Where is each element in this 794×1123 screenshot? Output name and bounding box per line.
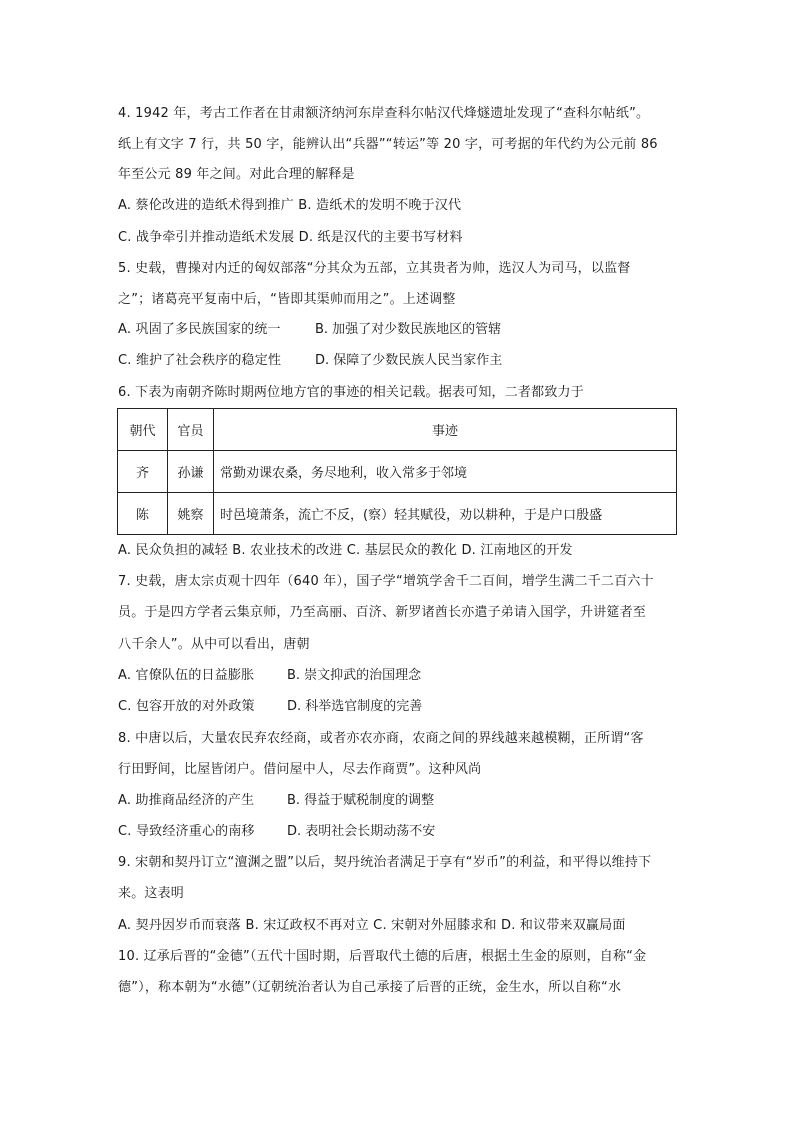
q7-stem-line-2: 员。于是四方学者云集京师，乃至高丽、百济、新罗诸酋长亦遣子弟请入国学，升讲筵者至 <box>118 605 647 620</box>
table-cell-dynasty: 陈 <box>118 493 168 535</box>
q8-stem-line-1: 8. 中唐以后，大量农民弃农经商，或者亦农亦商，农商之间的界线越来越模糊，正所谓“客 <box>118 731 644 746</box>
q7-option-b: B. 崇文抑武的治国理念 <box>287 668 422 683</box>
table-row <box>118 451 677 493</box>
table-header-row <box>118 409 677 451</box>
q5-option-c: C. 维护了社会秩序的稳定性 <box>118 353 282 368</box>
q4-stem-line-2: 纸上有文字 7 行，共 50 字，能辨认出“兵器”“转运”等 20 字，可考据的年代约为公元前 86 <box>118 137 658 152</box>
q6-table <box>117 408 677 535</box>
q7-option-d: D. 科举选官制度的完善 <box>287 699 423 714</box>
q7-stem-line-1: 7. 史载，唐太宗贞观十四年（640 年），国子学“增筑学舍千二百间，增学生满二千二百六十 <box>118 574 654 589</box>
q5-option-d: D. 保障了少数民族人民当家作主 <box>315 353 503 368</box>
table-header-deeds: 事迹 <box>214 409 677 451</box>
table-cell-official: 姚察 <box>168 493 214 535</box>
q8-option-d: D. 表明社会长期动荡不安 <box>287 824 436 839</box>
table-header-dynasty: 朝代 <box>118 409 168 451</box>
table-cell-deeds: 常勤劝课农桑，务尽地利，收入常多于邻境 <box>214 451 677 493</box>
q8-option-c: C. 导致经济重心的南移 <box>118 824 255 839</box>
q10-stem-line-2: 德”），称本朝为“水德”（辽朝统治者认为自己承接了后晋的正统，金生水，所以自称“水 <box>118 980 622 995</box>
table-cell-official: 孙谦 <box>168 451 214 493</box>
q4-options-line-2: C. 战争牵引并推动造纸术发展 D. 纸是汉代的主要书写材料 <box>118 230 463 245</box>
q4-options-line-1: A. 蔡伦改进的造纸术得到推广 B. 造纸术的发明不晚于汉代 <box>118 198 462 213</box>
q8-option-a: A. 助推商品经济的产生 <box>118 793 255 808</box>
q4-stem-line-1: 4. 1942 年，考古工作者在甘肃额济纳河东岸查科尔帖汉代烽燧遗址发现了“查科尔帖纸”。 <box>118 106 650 121</box>
q7-stem-line-3: 八千余人”。从中可以看出，唐朝 <box>118 637 310 652</box>
q4-stem-line-3: 年至公元 89 年之间。对此合理的解释是 <box>118 167 355 182</box>
table-cell-deeds: 时邑境萧条，流亡不反，(察）轻其赋役，劝以耕种，于是户口殷盛 <box>214 493 677 535</box>
q9-stem-line-1: 9. 宋朝和契丹订立“澶渊之盟”以后，契丹统治者满足于享有“岁币”的利益，和平得以维持下 <box>118 855 652 870</box>
q10-stem-line-1: 10. 辽承后晋的“金德”（五代十国时期，后晋取代土德的后唐，根据土生金的原则，自称“金 <box>118 949 647 964</box>
q9-options: A. 契丹因岁币而衰落 B. 宋辽政权不再对立 C. 宋朝对外屈膝求和 D. 和议带来双赢局面 <box>118 918 626 933</box>
q5-option-b: B. 加强了对少数民族地区的管辖 <box>315 322 502 337</box>
q9-stem-line-2: 来。这表明 <box>118 886 185 901</box>
q5-stem-line-2: 之”；诸葛亮平复南中后，“皆即其渠帅而用之”。上述调整 <box>118 292 456 307</box>
q6-stem: 6. 下表为南朝齐陈时期两位地方官的事迹的相关记载。据表可知，二者都致力于 <box>118 385 584 400</box>
q5-stem-line-1: 5. 史载，曹操对内迁的匈奴部落“分其众为五部，立其贵者为帅，选汉人为司马，以监督 <box>118 261 631 276</box>
q8-option-b: B. 得益于赋税制度的调整 <box>287 793 435 808</box>
table-header-official: 官员 <box>168 409 214 451</box>
table-row <box>118 493 677 535</box>
q5-option-a: A. 巩固了多民族国家的统一 <box>118 322 281 337</box>
q7-option-c: C. 包容开放的对外政策 <box>118 699 255 714</box>
q8-stem-line-2: 行田野间，比屋皆闭户。借问屋中人，尽去作商贾”。这种风尚 <box>118 762 482 777</box>
table-cell-dynasty: 齐 <box>118 451 168 493</box>
q7-option-a: A. 官僚队伍的日益膨胀 <box>118 668 255 683</box>
q6-options: A. 民众负担的减轻 B. 农业技术的改进 C. 基层民众的教化 D. 江南地区的开发 <box>118 543 573 558</box>
